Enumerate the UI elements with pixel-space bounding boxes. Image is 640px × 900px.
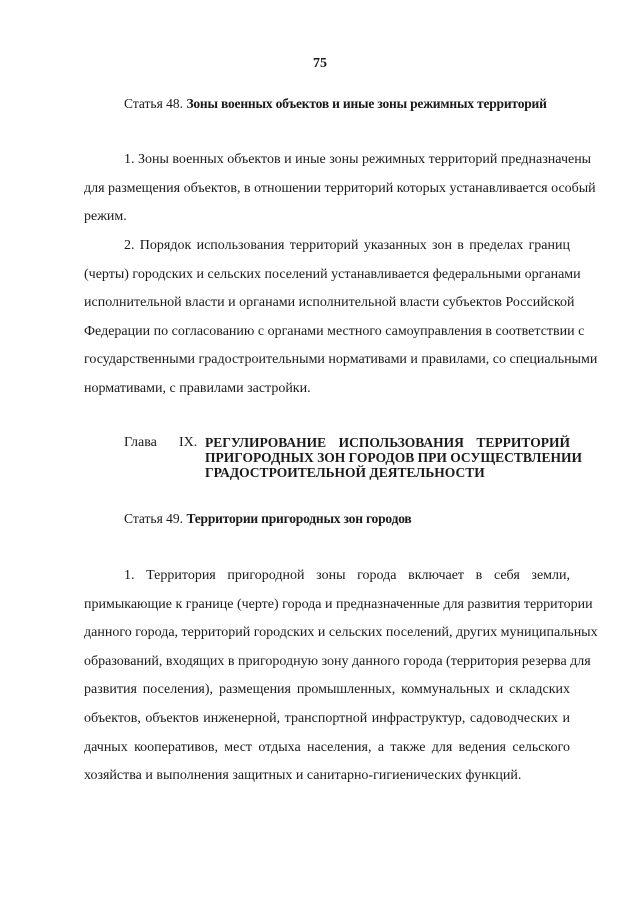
- text-line: образований, входящих в пригородную зону данного города (территория резерва для: [84, 653, 591, 669]
- article-48-label: Статья 48.: [124, 96, 184, 111]
- article-49-heading: [124, 511, 584, 527]
- text-line: объектов, объектов инженерной, транспортной инфраструктур, садоводческих и: [84, 710, 570, 726]
- text-line: примыкающие к границе (черте) города и предназначенные для развития территории: [84, 596, 593, 612]
- text-line: 1. Зоны военных объектов и иные зоны режимных территорий предназначены: [124, 152, 592, 167]
- chapter-number: IX.: [179, 435, 198, 450]
- text-line: режим.: [84, 209, 127, 225]
- chapter-title-line: РЕГУЛИРОВАНИЕ ИСПОЛЬЗОВАНИЯ ТЕРРИТОРИЙ: [205, 435, 570, 450]
- article-48-paragraph-1: [84, 146, 596, 232]
- text-line: для размещения объектов, в отношении территорий которых устанавливается особый: [84, 180, 596, 196]
- text-line: 1. Территория пригородной зоны города включает в себя земли,: [124, 568, 570, 583]
- text-line: 2. Порядок использования территорий указанных зон в пределах границ: [124, 238, 570, 253]
- article-49-paragraph-1: [84, 562, 598, 791]
- text-line: Федерации по согласованию с органами местного самоуправления в соответствии с: [84, 323, 585, 339]
- chapter-title: [205, 435, 582, 480]
- text-line: развития поселения), размещения промышленных, коммунальных и складских: [84, 682, 570, 698]
- text-line: нормативами, с правилами застройки.: [84, 380, 311, 396]
- text-line: государственными градостроительными нормативами и правилами, со специальными: [84, 352, 598, 368]
- chapter-title-line: ПРИГОРОДНЫХ ЗОН ГОРОДОВ ПРИ ОСУЩЕСТВЛЕНИИ: [205, 450, 582, 465]
- page-number: 75: [313, 56, 327, 71]
- article-49-label: Статья 49.: [124, 511, 184, 526]
- chapter-9-heading: [124, 435, 582, 485]
- text-line: хозяйства и выполнения защитных и санитарно-гигиенических функций.: [84, 768, 522, 784]
- chapter-title-line: ГРАДОСТРОИТЕЛЬНОЙ ДЕЯТЕЛЬНОСТИ: [205, 465, 485, 480]
- chapter-label: Глава: [124, 435, 157, 450]
- text-line: исполнительной власти и органами исполнительной власти субъектов Российской: [84, 295, 575, 311]
- article-48-paragraph-2: [84, 232, 598, 404]
- article-49-name: Территории пригородных зон городов: [186, 511, 412, 526]
- text-line: (черты) городских и сельских поселений устанавливается федеральными органами: [84, 266, 581, 282]
- article-48-name: Зоны военных объектов и иные зоны режимных территорий: [186, 96, 547, 111]
- text-line: данного города, территорий городских и сельских поселений, других муниципальных: [84, 625, 598, 641]
- article-48-heading: [124, 96, 584, 112]
- text-line: дачных кооперативов, мест отдыха населения, а также для ведения сельского: [84, 739, 570, 755]
